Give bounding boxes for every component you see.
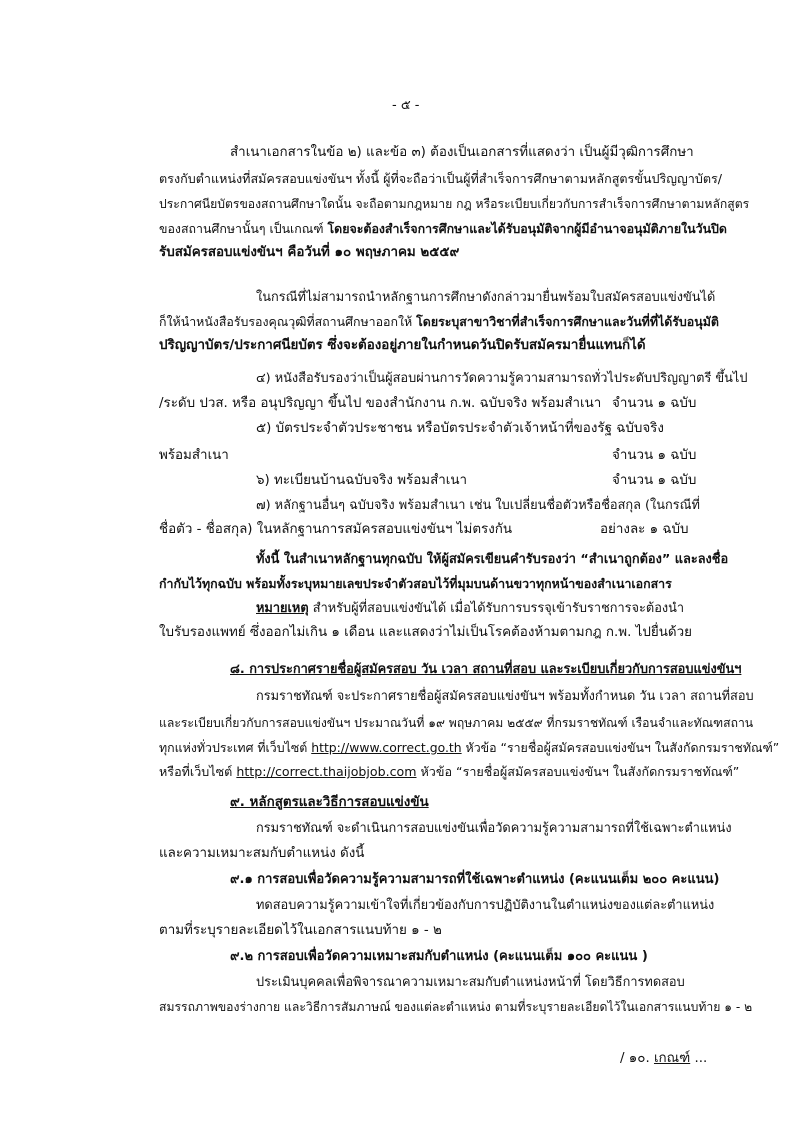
text-span: หัวข้อ “รายชื่อผู้สมัครสอบแข่งขันฯ ในสังกัดกรมราชทัณฑ์”: [416, 764, 740, 779]
text-line: ปริญญาบัตร/ประกาศนียบัตร ซึ่งจะต้องอยู่ภายในกำหนดวันปิดรับสมัครมายื่นแทนก็ได้: [159, 338, 646, 353]
text-line: /ระดับ ปวส. หรือ อนุปริญญา ขึ้นไป ของสำนักงาน ก.พ. ฉบับจริง พร้อมสำเนา: [159, 396, 602, 411]
continuation-marker: [620, 1048, 707, 1070]
page-number: - ๕ -: [392, 98, 420, 113]
text-line: [159, 311, 719, 333]
text-line: ตามที่ระบุรายละเอียดไว้ในเอกสารแนบท้าย ๑ - ๒: [159, 923, 442, 938]
text-line: ประกาศนียบัตรของสถานศึกษาใดนั้น จะถือตามกฎหมาย กฎ หรือระเบียบเกี่ยวกับการสำเร็จการศึกษาตามหลักสูตร: [159, 197, 750, 211]
text-line: ๕) บัตรประจำตัวประชาชน หรือบัตรประจำตัวเจ้าหน้าที่ของรัฐ ฉบับจริง: [256, 421, 664, 436]
text-span: ทุกแห่งทั่วประเทศ ที่เว็บไซต์: [159, 740, 312, 755]
text-line: [159, 737, 779, 759]
website-link[interactable]: http://www.correct.go.th: [311, 740, 462, 755]
bold-span: โดยระบุสาขาวิชาที่สำเร็จการศึกษาและวันที่ที่ได้รับอนุมัติ: [416, 314, 719, 329]
text-span: หัวข้อ “รายชื่อผู้สมัครสอบแข่งขันฯ ในสังกัดกรมราชทัณฑ์”: [461, 740, 780, 755]
text-line: ทั้งนี้ ในสำเนาหลักฐานทุกฉบับ ให้ผู้สมัครเขียนคำรับรองว่า “สำเนาถูกต้อง” และลงชื่อ: [256, 552, 729, 567]
text-line: ประเมินบุคคลเพื่อพิจารณาความเหมาะสมกับตำแหน่งหน้าที่ โดยวิธีการทดสอบ: [256, 975, 685, 990]
section-heading: ๘. การประกาศรายชื่อผู้สมัครสอบ วัน เวลา สถานที่สอบ และระเบียบเกี่ยวกับการสอบแข่งขันฯ: [230, 662, 742, 677]
remark-label: หมายเหตุ: [256, 601, 309, 616]
quantity-text: จำนวน ๑ ฉบับ: [612, 396, 697, 411]
text-line: ๔) หนังสือรับรองว่าเป็นผู้สอบผ่านการวัดความรู้ความสามารถทั่วไประดับปริญญาตรี ขึ้นไป: [256, 371, 748, 386]
section-heading: ๙. หลักสูตรและวิธีการสอบแข่งขัน: [230, 795, 429, 810]
text-line: พร้อมสำเนา: [159, 448, 229, 463]
text-span: / ๑๐.: [620, 1051, 654, 1066]
text-line: [159, 218, 727, 240]
text-span: เกณฑ์: [653, 1051, 691, 1066]
quantity-text: อย่างละ ๑ ฉบับ: [600, 522, 689, 537]
text-line: สมรรถภาพของร่างกาย และวิธีการสัมภาษณ์ ของแต่ละตำแหน่ง ตามที่ระบุรายละเอียดไว้ในเอกสารแนบท้าย ๑ - ๒: [159, 1000, 753, 1014]
text-line: ทดสอบความรู้ความเข้าใจที่เกี่ยวข้องกับการปฏิบัติงานในตำแหน่งของแต่ละตำแหน่ง: [256, 898, 715, 913]
text-line: ในกรณีที่ไม่สามารถนำหลักฐานการศึกษาดังกล่าวมายื่นพร้อมใบสมัครสอบแข่งขันได้: [256, 290, 716, 305]
text-line: ๖) ทะเบียนบ้านฉบับจริง พร้อมสำเนา: [256, 473, 468, 488]
text-line: กรมราชทัณฑ์ จะดำเนินการสอบแข่งขันเพื่อวัดความรู้ความสามารถที่ใช้เฉพาะตำแหน่ง: [256, 821, 732, 836]
text-line: ชื่อตัว - ชื่อสกุล) ในหลักฐานการสมัครสอบแข่งขันฯ ไม่ตรงกัน: [159, 522, 513, 537]
text-line: ตรงกับตำแหน่งที่สมัครสอบแข่งขันฯ ทั้งนี้ ผู้ที่จะถือว่าเป็นผู้ที่สำเร็จการศึกษาตามหลักสูตรขั้นปริญญาบัตร/: [159, 171, 723, 186]
text-line: กำกับไว้ทุกฉบับ พร้อมทั้งระบุหมายเลขประจำตัวสอบไว้ที่มุมบนด้านขวาทุกหน้าของสำเนาเอกสาร: [159, 576, 672, 591]
text-line: [256, 598, 684, 620]
text-line: รับสมัครสอบแข่งขันฯ คือวันที่ ๑๐ พฤษภาคม ๒๕๕๙: [159, 245, 460, 260]
quantity-text: จำนวน ๑ ฉบับ: [612, 448, 697, 463]
text-span: หรือที่เว็บไซต์: [159, 764, 237, 779]
text-span: ของสถานศึกษานั้นๆ เป็นเกณฑ์: [159, 221, 328, 236]
quantity-text: จำนวน ๑ ฉบับ: [612, 473, 697, 488]
text-line: [159, 761, 739, 783]
text-line: ๗) หลักฐานอื่นๆ ฉบับจริง พร้อมสำเนา เช่น ใบเปลี่ยนชื่อตัวหรือชื่อสกุล (ในกรณีที่: [256, 498, 700, 513]
text-span: สำหรับผู้ที่สอบแข่งขันได้ เมื่อได้รับการบรรจุเข้ารับราชการจะต้องนำ: [308, 601, 685, 616]
bold-span: โดยจะต้องสำเร็จการศึกษาและได้รับอนุมัติจากผู้มีอำนาจอนุมัติภายในวันปิด: [327, 221, 727, 236]
subsection-heading: ๙.๑ การสอบเพื่อวัดความรู้ความสามารถที่ใช้เฉพาะตำแหน่ง (คะแนนเต็ม ๒๐๐ คะแนน): [230, 872, 720, 887]
text-line: และความเหมาะสมกับตำแหน่ง ดังนี้: [159, 846, 365, 861]
text-span: ก็ให้นำหนังสือรับรองคุณวุฒิที่สถานศึกษาออกให้: [159, 314, 417, 329]
website-link[interactable]: http://correct.thaijobjob.com: [236, 764, 417, 779]
text-line: กรมราชทัณฑ์ จะประกาศรายชื่อผู้สมัครสอบแข่งขันฯ พร้อมทั้งกำหนด วัน เวลา สถานที่สอบ: [256, 689, 754, 704]
subsection-heading: ๙.๒ การสอบเพื่อวัดความเหมาะสมกับตำแหน่ง (คะแนนเต็ม ๑๐๐ คะแนน ): [230, 949, 648, 964]
text-line: และระเบียบเกี่ยวกับการสอบแข่งขันฯ ประมาณวันที่ ๑๙ พฤษภาคม ๒๕๕๙ ที่กรมราชทัณฑ์ เรือนจำและทัณฑสถาน: [159, 716, 754, 730]
text-line: ใบรับรองแพทย์ ซึ่งออกไม่เกิน ๑ เดือน และแสดงว่าไม่เป็นโรคต้องห้ามตามกฎ ก.พ. ไปยื่นด้วย: [159, 625, 692, 640]
text-span: ...: [690, 1051, 708, 1066]
text-line: สำเนาเอกสารในข้อ ๒) และข้อ ๓) ต้องเป็นเอกสารที่แสดงว่า เป็นผู้มีวุฒิการศึกษา: [230, 145, 694, 160]
